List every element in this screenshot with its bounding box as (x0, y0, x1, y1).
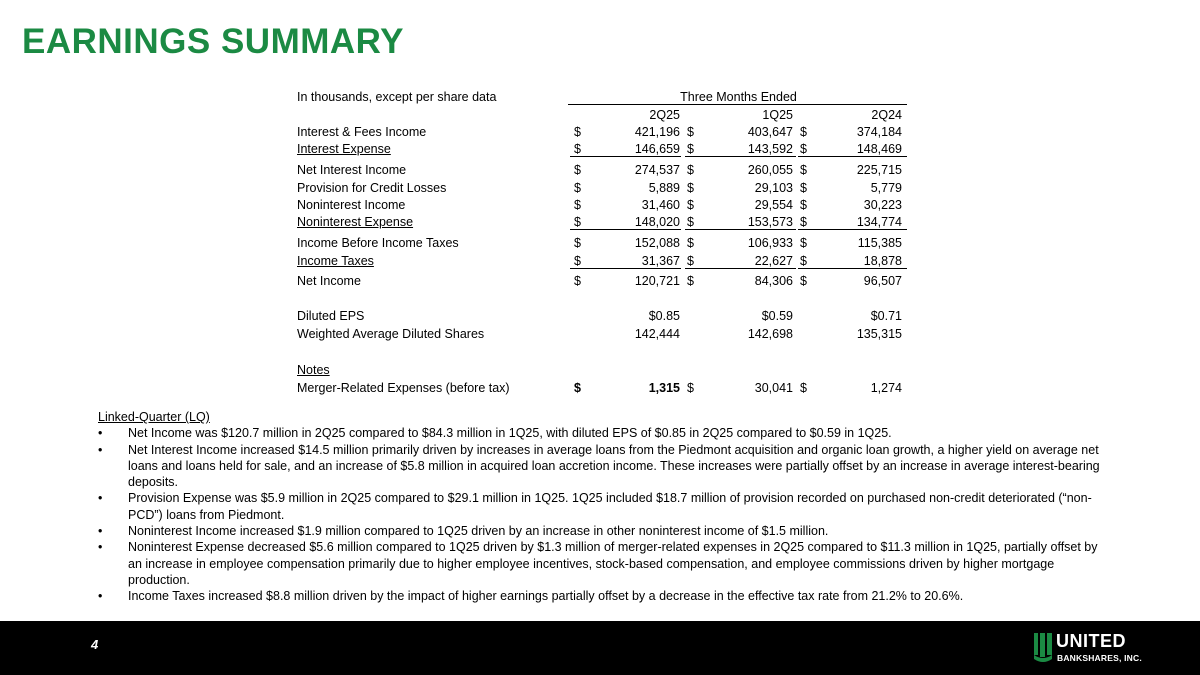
table-cell: 31,367 (641, 254, 680, 268)
table-cell: 84,306 (754, 274, 793, 288)
subtotal-rule (685, 156, 796, 157)
column-header: 1Q25 (762, 108, 793, 122)
subtotal-rule (570, 229, 681, 230)
table-cell: 225,715 (856, 163, 902, 177)
row-label: Net Interest Income (297, 163, 407, 177)
table-cell: 29,554 (754, 198, 793, 212)
table-cell: 30,223 (863, 198, 902, 212)
currency-symbol: $ (800, 381, 807, 395)
currency-symbol: $ (800, 254, 807, 268)
bullet-text: Net Interest Income increased $14.5 million primarily driven by increases in average loans from the Piedmont acquisition and organic loan growth, a higher yield on average net loans and loans held for sale, and an increase of $5.8 million in acquired loan accretion income. These increases were partially offset by an increase in average interest-bearing deposits. (128, 442, 1100, 490)
table-cell: 135,315 (856, 327, 902, 341)
table-cell: 274,537 (634, 163, 680, 177)
row-label: Income Taxes (297, 254, 374, 268)
footer-bar (0, 621, 1200, 675)
currency-symbol: $ (574, 125, 581, 139)
bullet-marker: • (98, 426, 103, 441)
united-bankshares-logo (1034, 631, 1164, 667)
currency-symbol: $ (574, 236, 581, 250)
row-label: Provision for Credit Losses (297, 181, 447, 195)
table-cell: 18,878 (863, 254, 902, 268)
table-cell: 146,659 (634, 142, 680, 156)
bullet-text: Noninterest Income increased $1.9 million compared to 1Q25 driven by an increase in other noninterest income of $1.5 million. (128, 524, 829, 539)
header-divider (568, 104, 907, 105)
currency-symbol: $ (800, 142, 807, 156)
note-bullet (98, 539, 1108, 588)
table-cell: 153,573 (747, 215, 793, 229)
subtotal-rule (685, 229, 796, 230)
table-cell: 30,041 (754, 381, 793, 395)
subtotal-rule (798, 229, 907, 230)
table-cell: 374,184 (856, 125, 902, 139)
bullet-text: Net Income was $120.7 million in 2Q25 compared to $84.3 million in 1Q25, with diluted EPS of $0.85 in 2Q25 compared to $0.59 in 1Q25. (128, 426, 892, 441)
table-cell: 115,385 (857, 236, 902, 250)
period-header: Three Months Ended (680, 90, 797, 104)
table-cell: 260,055 (747, 163, 793, 177)
note-bullet (98, 588, 1108, 604)
currency-symbol: $ (574, 163, 581, 177)
currency-symbol: $ (800, 125, 807, 139)
currency-symbol: $ (574, 198, 581, 212)
currency-symbol: $ (687, 198, 694, 212)
unit-label: In thousands, except per share data (297, 90, 497, 104)
subtotal-rule (798, 156, 907, 157)
row-label: Weighted Average Diluted Shares (297, 327, 485, 341)
logo-text-main: UNITED (1056, 631, 1126, 651)
table-cell: 1,274 (870, 381, 902, 395)
bullet-text: Noninterest Expense decreased $5.6 million compared to 1Q25 driven by $1.3 million of merger-related expenses in 2Q25 compared to $11.3 million in 1Q25, partially offset by an increase in employee compensation primarily due to higher employee incentives, stock-based compensation, and employee commissions driven by higher mortgage production. (128, 540, 1098, 587)
table-cell: 142,698 (747, 327, 793, 341)
currency-symbol: $ (800, 163, 807, 177)
table-cell: 96,507 (863, 274, 902, 288)
table-cell: $0.85 (648, 309, 680, 323)
subtotal-rule (570, 156, 681, 157)
currency-symbol: $ (800, 181, 807, 195)
currency-symbol: $ (574, 254, 581, 268)
note-bullet (98, 442, 1108, 491)
table-cell: 106,933 (747, 236, 793, 250)
row-label: Diluted EPS (297, 309, 365, 323)
table-cell: 403,647 (747, 125, 793, 139)
row-label: Noninterest Expense (297, 215, 414, 229)
row-label: Merger-Related Expenses (before tax) (297, 381, 510, 395)
table-cell: 134,774 (856, 215, 902, 229)
bullet-marker: • (98, 589, 103, 604)
row-label: Interest & Fees Income (297, 125, 427, 139)
table-cell: 120,721 (634, 274, 680, 288)
currency-symbol: $ (687, 215, 694, 229)
table-cell: 142,444 (634, 327, 680, 341)
currency-symbol: $ (687, 125, 694, 139)
page-title: EARNINGS SUMMARY (22, 22, 404, 61)
table-cell: 29,103 (754, 181, 793, 195)
currency-symbol: $ (687, 254, 694, 268)
currency-symbol: $ (574, 142, 581, 156)
subtotal-rule (798, 268, 907, 269)
row-label: Noninterest Income (297, 198, 406, 212)
bullet-marker: • (98, 491, 103, 506)
table-cell: 22,627 (754, 254, 793, 268)
currency-symbol: $ (800, 274, 807, 288)
bullet-text: Provision Expense was $5.9 million in 2Q25 compared to $29.1 million in 1Q25. 1Q25 included $18.7 million of provision recorded on purchased non-credit deteriorated (“non-PCD”) loans from Piedmont. (128, 491, 1092, 522)
table-cell: 5,779 (870, 181, 902, 195)
page-number: 4 (91, 637, 99, 652)
column-header: 2Q24 (871, 108, 902, 122)
note-bullet (98, 490, 1108, 523)
currency-symbol: $ (800, 198, 807, 212)
currency-symbol: $ (687, 181, 694, 195)
row-label: Notes (297, 363, 330, 377)
currency-symbol: $ (687, 163, 694, 177)
note-bullet (98, 425, 1108, 441)
currency-symbol: $ (687, 274, 694, 288)
bullet-marker: • (98, 442, 103, 457)
table-cell: 148,469 (856, 142, 902, 156)
linked-quarter-notes (98, 409, 1108, 605)
table-cell: 148,020 (634, 215, 680, 229)
bank-logo-icon (1034, 633, 1052, 663)
currency-symbol: $ (687, 236, 694, 250)
notes-heading: Linked-Quarter (LQ) (98, 410, 210, 424)
bullet-marker: • (98, 540, 103, 555)
table-cell: 152,088 (634, 236, 680, 250)
logo-text-sub: BANKSHARES, INC. (1057, 653, 1142, 663)
currency-symbol: $ (574, 215, 581, 229)
currency-symbol: $ (687, 142, 694, 156)
currency-symbol: $ (687, 381, 694, 395)
subtotal-rule (685, 268, 796, 269)
currency-symbol: $ (800, 215, 807, 229)
row-label: Income Before Income Taxes (297, 236, 459, 250)
currency-symbol: $ (574, 381, 581, 395)
table-cell: 143,592 (747, 142, 793, 156)
subtotal-rule (570, 268, 681, 269)
table-cell: 5,889 (648, 181, 680, 195)
currency-symbol: $ (574, 274, 581, 288)
table-cell: 421,196 (634, 125, 680, 139)
column-header: 2Q25 (649, 108, 680, 122)
table-cell: 31,460 (641, 198, 680, 212)
bullet-marker: • (98, 524, 103, 539)
row-label: Interest Expense (297, 142, 391, 156)
bullet-text: Income Taxes increased $8.8 million driven by the impact of higher earnings partially offset by a decrease in the effective tax rate from 21.2% to 20.6%. (128, 589, 964, 604)
table-cell: 1,315 (648, 381, 680, 395)
currency-symbol: $ (800, 236, 807, 250)
note-bullet (98, 523, 1108, 539)
currency-symbol: $ (574, 181, 581, 195)
row-label: Net Income (297, 274, 361, 288)
table-cell: $0.71 (870, 309, 902, 323)
table-cell: $0.59 (761, 309, 793, 323)
